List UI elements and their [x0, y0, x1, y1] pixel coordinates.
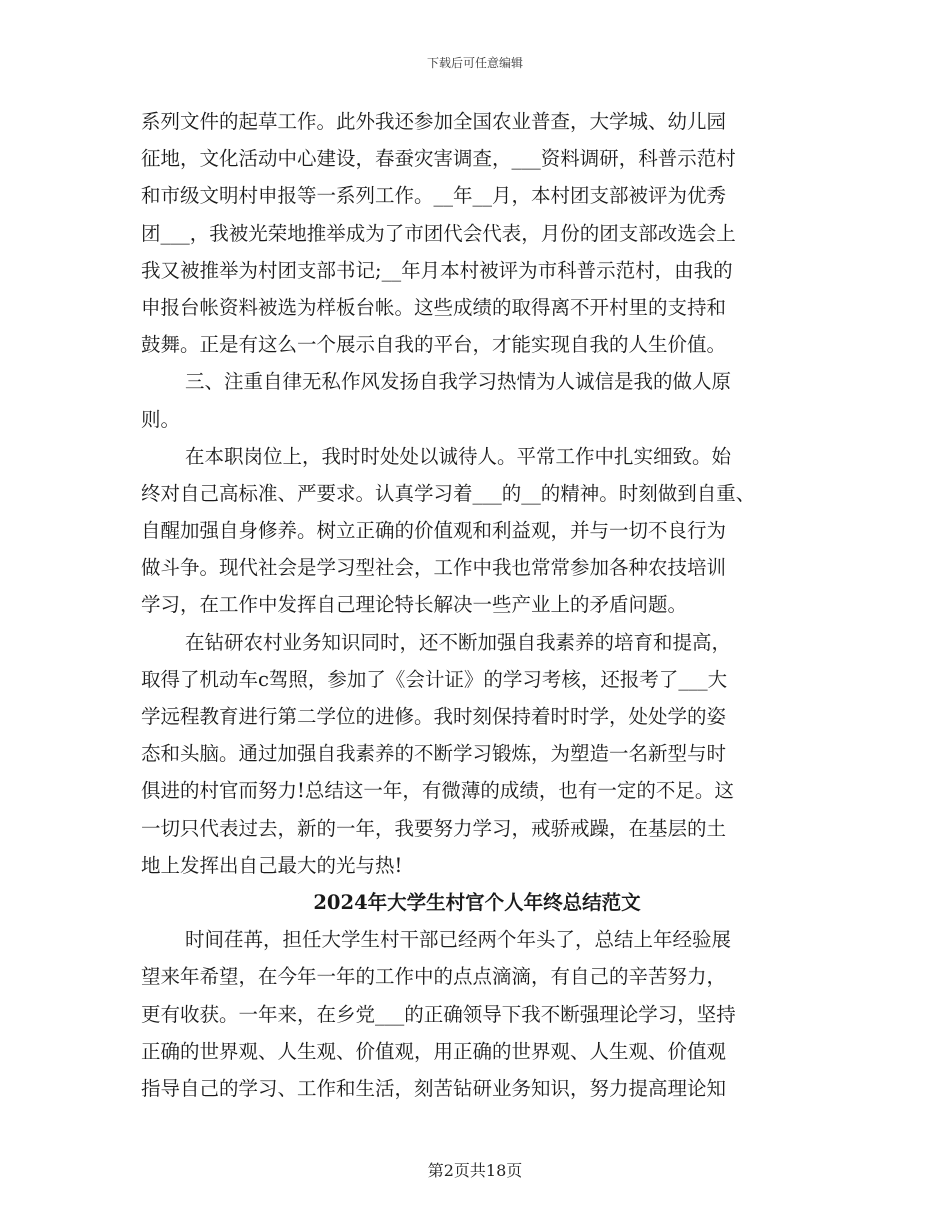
paragraph-start-line: 时间荏苒，担任大学生村干部已经两个年头了，总结上年经验展	[185, 928, 732, 952]
text-line: 自醒加强自身修养。树立正确的价值观和利益观，并与一切不良行为	[141, 519, 727, 543]
text-line: 俱进的村官而努力!总结这一年，有微薄的成绩，也有一定的不足。这	[141, 779, 734, 803]
section-heading-line: 三、注重自律无私作风发扬自我学习热情为人诚信是我的做人原	[185, 370, 732, 394]
text-line: 鼓舞。正是有这么一个展示自我的平台，才能实现自我的人生价值。	[141, 333, 727, 357]
paragraph-start-line: 在钻研农村业务知识同时，还不断加强自我素养的培育和提高，	[185, 630, 732, 654]
text-line: 指导自己的学习、工作和生活，刻苦钻研业务知识，努力提高理论知	[141, 1076, 727, 1100]
text-line: 态和头脑。通过加强自我素养的不断学习锻炼，为塑造一名新型与时	[141, 742, 727, 766]
text-line: 一切只代表过去，新的一年，我要努力学习，戒骄戒躁，在基层的土	[141, 816, 727, 840]
text-line: 则。	[141, 407, 181, 431]
paragraph-start-line: 在本职岗位上，我时时处处以诚待人。平常工作中扎实细致。始	[185, 444, 732, 468]
text-line: 望来年希望，在今年一年的工作中的点点滴滴，有自己的辛苦努力，	[141, 965, 727, 989]
text-line: 终对自己高标准、严要求。认真学习着___的__的精神。时刻做到自重、	[141, 481, 756, 505]
text-line: 团___，我被光荣地推举成为了市团代会代表，月份的团支部改选会上	[141, 221, 736, 245]
text-line: 系列文件的起草工作。此外我还参加全国农业普查，大学城、幼儿园	[141, 110, 727, 133]
text-line: 征地，文化活动中心建设，春蚕灾害调查，___资料调研，科普示范村	[141, 147, 736, 171]
text-line: 申报台帐资料被选为样板台帐。这些成绩的取得离不开村里的支持和	[141, 295, 727, 319]
article-title: 2024年大学生村官个人年终总结范文	[313, 890, 641, 914]
text-line: 地上发挥出自己最大的光与热!	[141, 853, 403, 877]
header-note: 下载后可任意编辑	[426, 56, 523, 70]
text-line: 做斗争。现代社会是学习型社会，工作中我也常常参加各种农技培训	[141, 556, 727, 580]
text-line: 学远程教育进行第二学位的进修。我时刻保持着时时学，处处学的姿	[141, 705, 727, 728]
text-line: 更有收获。一年来，在乡党___的正确领导下我不断强理论学习，坚持	[141, 1002, 736, 1026]
page-footer: 第2页共18页	[427, 1161, 523, 1180]
text-line: 和市级文明村申报等一系列工作。__年__月，本村团支部被评为优秀	[141, 184, 727, 208]
document-body	[141, 103, 813, 1107]
text-line: 我又被推举为村团支部书记;__年月本村被评为市科普示范村，由我的	[141, 258, 733, 282]
text-line: 学习，在工作中发挥自己理论特长解决一些产业上的矛盾问题。	[141, 593, 688, 617]
text-line: 正确的世界观、人生观、价值观，用正确的世界观、人生观、价值观	[141, 1039, 727, 1063]
text-line: 取得了机动车c驾照，参加了《会计证》的学习考核，还报考了___大	[141, 667, 728, 691]
